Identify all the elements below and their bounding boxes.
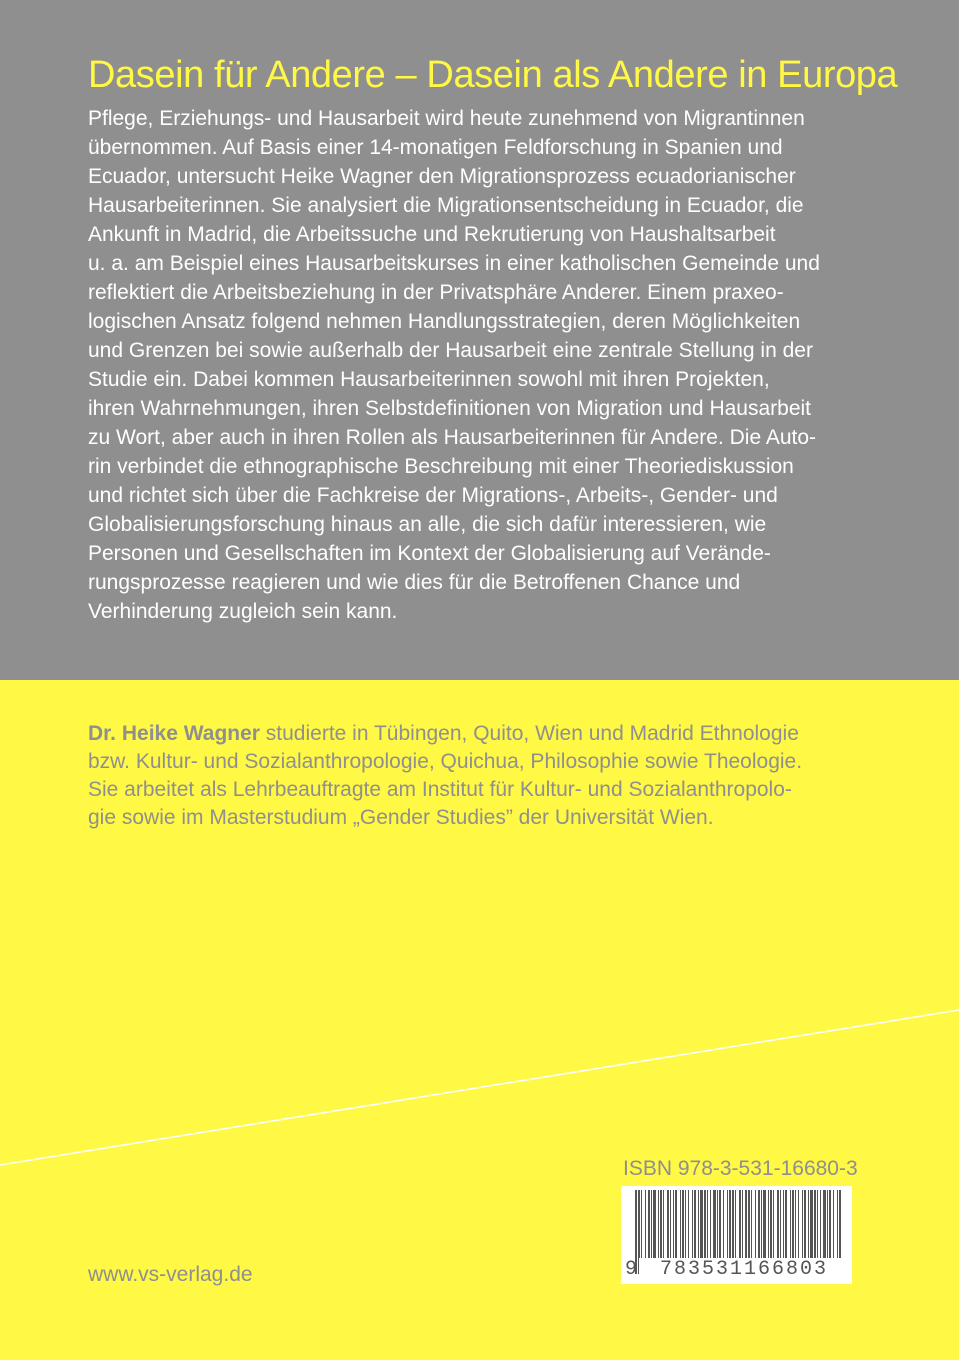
isbn-number: ISBN 978-3-531-16680-3 [623, 1157, 858, 1180]
bio-line: gie sowie im Masterstudium „Gender Studies” der Universität Wien. [88, 806, 714, 829]
barcode-bar [692, 1190, 693, 1260]
author-name: Dr. Heike Wagner [88, 722, 260, 745]
description-line: reflektiert die Arbeitsbeziehung in der Privatsphäre Anderer. Einem praxeo- [88, 281, 784, 304]
description-line: Verhinderung zugleich sein kann. [88, 600, 398, 623]
barcode-bar [829, 1190, 831, 1260]
barcode [621, 1186, 852, 1284]
barcode-bar [827, 1190, 828, 1260]
book-title: Dasein für Andere – Dasein als Andere in Europa [88, 54, 898, 96]
barcode-bar [739, 1190, 741, 1260]
barcode-bar [660, 1190, 662, 1260]
barcode-bar [780, 1190, 781, 1260]
barcode-bar [670, 1190, 671, 1260]
barcode-bar [773, 1190, 774, 1260]
barcode-bar [817, 1190, 818, 1260]
bio-first-line-text: studierte in Tübingen, Quito, Wien und Madrid Ethnologie [259, 722, 799, 745]
barcode-bar [768, 1190, 769, 1260]
description-line: Pflege, Erziehungs- und Hausarbeit wird heute zunehmend von Migrantinnen [88, 107, 805, 130]
barcode-bar [785, 1190, 787, 1260]
barcode-bar [710, 1190, 711, 1260]
barcode-bar [694, 1190, 696, 1260]
barcode-bar [814, 1190, 816, 1260]
barcode-bar [755, 1190, 756, 1260]
barcode-bar [685, 1190, 686, 1260]
barcode-bar [833, 1190, 834, 1260]
barcode-bar [723, 1190, 724, 1260]
barcode-bar [783, 1190, 784, 1260]
description-line: Studie ein. Dabei kommen Hausarbeiterinnen sowohl mit ihren Projekten, [88, 368, 770, 391]
barcode-bar [682, 1190, 684, 1260]
barcode-bar [641, 1190, 642, 1260]
barcode-bar [798, 1190, 799, 1260]
barcode-bar [648, 1190, 650, 1260]
description-line: Globalisierungsforschung hinaus an alle, die sich dafür interessieren, wie [88, 513, 767, 536]
description-line: Personen und Gesellschaften im Kontext der Globalisierung auf Verände- [88, 542, 771, 565]
description-line: und richtet sich über die Fachkreise der Migrations-, Arbeits-, Gender- und [88, 484, 778, 507]
barcode-bar [742, 1190, 743, 1260]
barcode-bar [700, 1190, 703, 1260]
barcode-bar [732, 1190, 734, 1260]
barcode-first-digit: 9 [625, 1258, 638, 1281]
description-line: Hausarbeiterinnen. Sie analysiert die Migrationsentscheidung in Ecuador, die [88, 194, 804, 217]
barcode-bar [795, 1190, 796, 1260]
barcode-bar [808, 1190, 809, 1260]
barcode-bar [717, 1190, 718, 1260]
description-line: übernommen. Auf Basis einer 14-monatigen Feldforschung in Spanien und [88, 136, 783, 159]
description-line: u. a. am Beispiel eines Hausarbeitskurses in einer katholischen Gemeinde und [88, 252, 820, 275]
barcode-bar [680, 1190, 681, 1260]
barcode-bar [823, 1190, 826, 1260]
barcode-bar [758, 1190, 760, 1260]
barcode-bar [645, 1190, 646, 1260]
description-line: Ankunft in Madrid, die Arbeitssuche und Rekrutierung von Haushaltsarbeit [88, 223, 776, 246]
bio-line: Sie arbeitet als Lehrbeauftragte am Institut für Kultur- und Sozialanthropolo- [88, 778, 792, 801]
barcode-bar [790, 1190, 791, 1260]
author-bio [88, 720, 878, 832]
barcode-bar [658, 1190, 659, 1260]
description-line: rungsprozesse reagieren und wie dies für die Betroffenen Chance und [88, 571, 741, 594]
barcode-bar [675, 1190, 677, 1260]
barcode-bar [704, 1190, 706, 1260]
barcode-bar [820, 1190, 821, 1260]
barcode-bar [745, 1190, 747, 1260]
barcode-bar [688, 1190, 689, 1260]
description-line: Ecuador, untersucht Heike Wagner den Migrationsprozess ecuadorianischer [88, 165, 796, 188]
bio-line: bzw. Kultur- und Sozialanthropologie, Quichua, Philosophie sowie Theologie. [88, 750, 803, 773]
barcode-bar [707, 1190, 708, 1260]
barcode-bar [653, 1190, 656, 1260]
description-line: rin verbindet die ethnographische Beschreibung mit einer Theoriediskussion [88, 455, 794, 478]
description-line: ihren Wahrnehmungen, ihren Selbstdefinitionen von Migration und Hausarbeit [88, 397, 811, 420]
barcode-bar [804, 1190, 806, 1260]
barcode-digits [621, 1256, 852, 1284]
barcode-bar [777, 1190, 779, 1260]
barcode-bar [751, 1190, 752, 1260]
barcode-bar [727, 1190, 728, 1260]
barcode-bar [673, 1190, 674, 1260]
barcode-bar [792, 1190, 794, 1260]
bio-first-line [88, 720, 878, 748]
barcode-bar [810, 1190, 813, 1260]
book-description [88, 104, 878, 626]
description-line: zu Wort, aber auch in ihren Rollen als Hausarbeiterinnen für Andere. Die Auto- [88, 426, 817, 449]
barcode-bar [770, 1190, 772, 1260]
description-line: und Grenzen bei sowie außerhalb der Hausarbeit eine zentrale Stellung in der [88, 339, 813, 362]
barcode-bar [719, 1190, 721, 1260]
barcode-number: 783531166803 [639, 1258, 849, 1281]
barcode-bar [761, 1190, 762, 1260]
barcode-bar [748, 1190, 750, 1260]
barcode-bar [729, 1190, 731, 1260]
barcode-bar [698, 1190, 699, 1260]
barcode-bar [763, 1190, 766, 1260]
publisher-website: www.vs-verlag.de [88, 1263, 253, 1286]
barcode-bar [667, 1190, 669, 1260]
description-line: logischen Ansatz folgend nehmen Handlungsstrategien, deren Möglichkeiten [88, 310, 801, 333]
barcode-bar [651, 1190, 652, 1260]
barcode-bar [802, 1190, 803, 1260]
barcode-bar [663, 1190, 664, 1260]
barcode-bar [713, 1190, 716, 1260]
